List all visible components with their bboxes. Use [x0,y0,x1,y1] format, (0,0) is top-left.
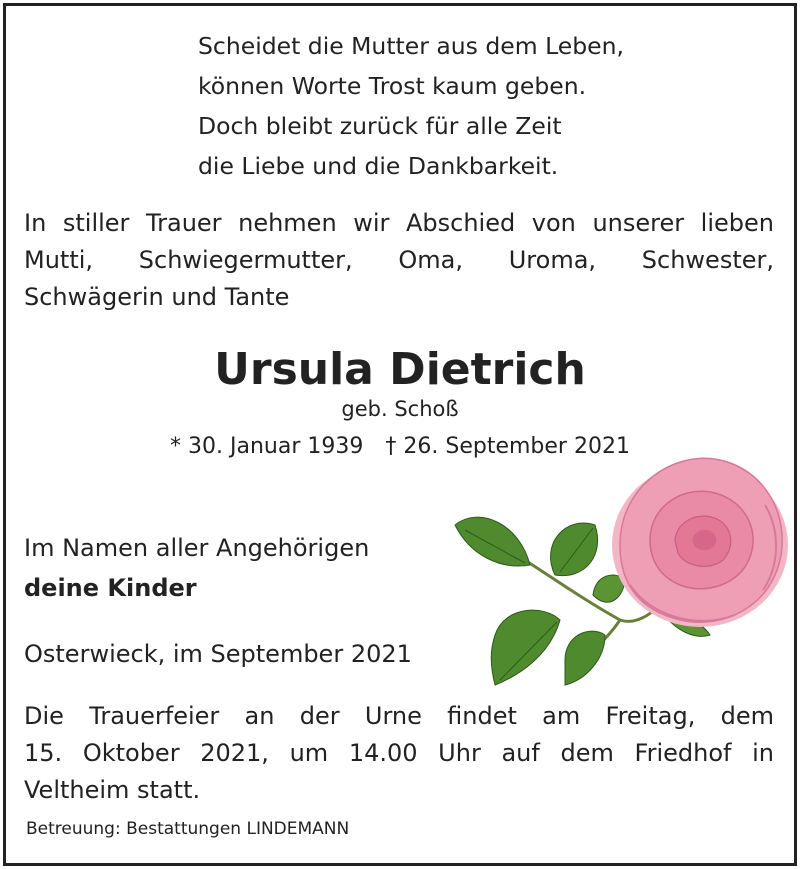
place-date: Osterwieck, im September 2021 [24,640,412,668]
intro-line: Mutti, Schwiegermutter, Oma, Uroma, Schwester, [24,246,774,274]
poem [198,26,678,186]
poem-line: können Worte Trost kaum geben. [198,72,587,100]
undertaker-note: Betreuung: Bestattungen LINDEMANN [26,819,350,839]
birth-name: geb. Schoß [341,397,459,421]
poem-line: Doch bleibt zurück für alle Zeit [198,112,562,140]
ceremony-line: 15. Oktober 2021, um 14.00 Uhr auf dem Friedhof in [24,739,774,767]
rose-image [445,445,795,695]
death-date: † 26. September 2021 [385,434,630,459]
deceased-name: Ursula Dietrich [214,344,586,395]
ceremony-line: Die Trauerfeier an der Urne findet am Freitag, dem [24,702,774,730]
signature-line: Im Namen aller Angehörigen [24,534,370,562]
intro-line: In stiller Trauer nehmen wir Abschied von unserer lieben [24,209,774,237]
intro-line: Schwägerin und Tante [24,283,290,311]
birth-date: * 30. Januar 1939 [170,434,364,459]
intro-text [24,205,774,316]
signature-name: deine Kinder [24,574,197,602]
poem-line: Scheidet die Mutter aus dem Leben, [198,32,624,60]
poem-line: die Liebe und die Dankbarkeit. [198,152,559,180]
ceremony-text [24,698,774,809]
ceremony-line: Veltheim statt. [24,776,201,804]
